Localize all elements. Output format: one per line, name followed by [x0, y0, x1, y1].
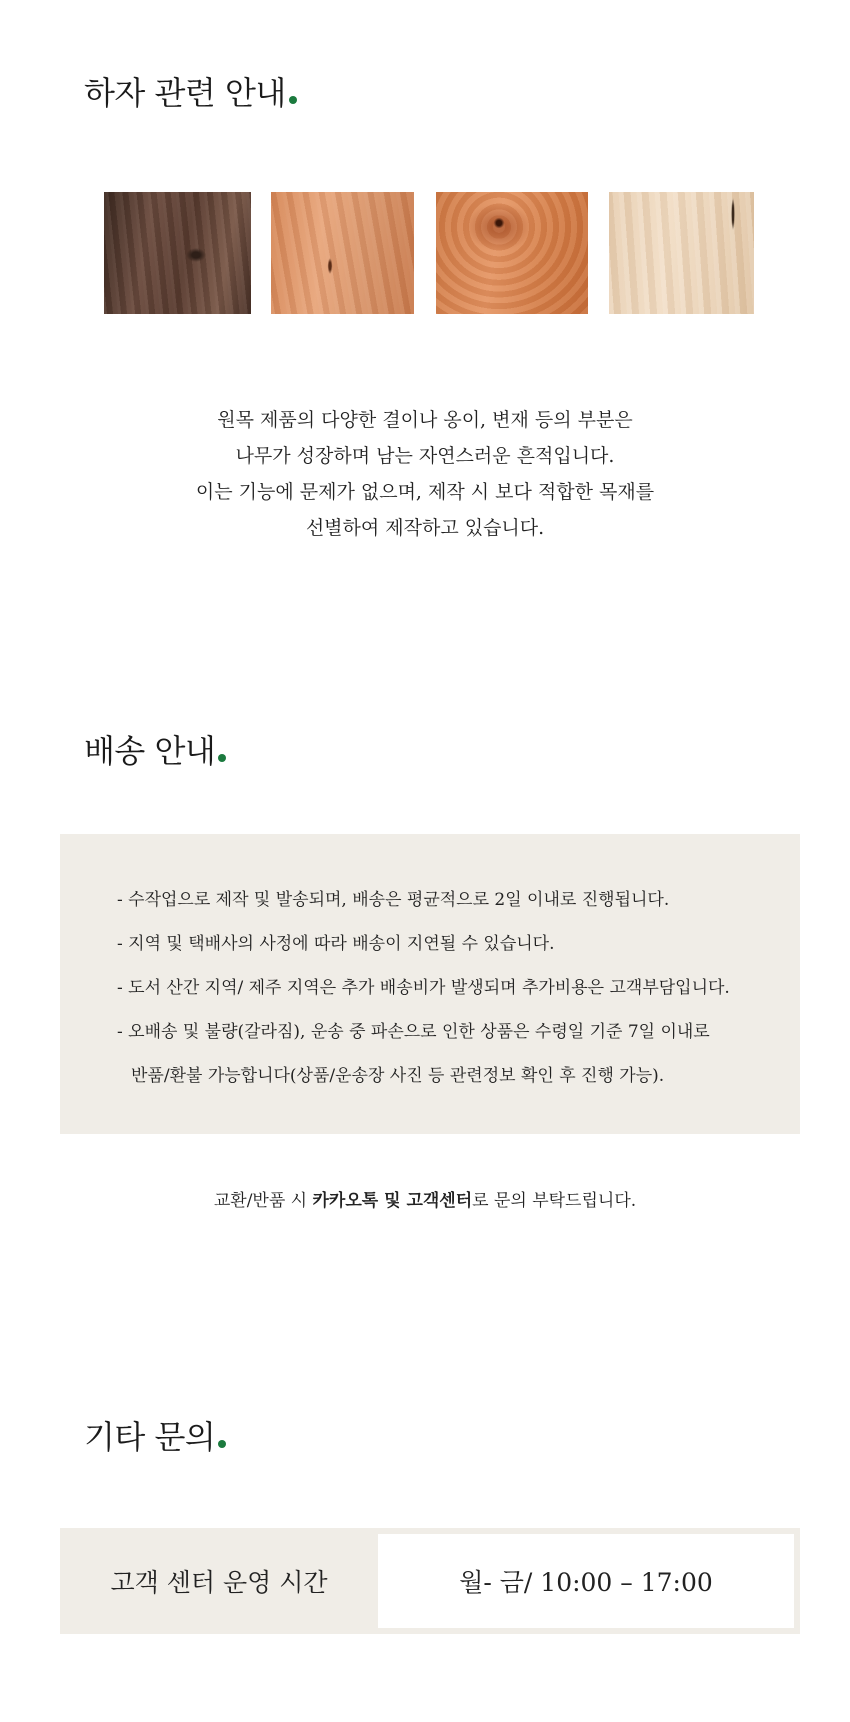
shipping-info-box — [60, 834, 800, 1134]
list-item: - 수작업으로 제작 및 발송되며, 배송은 평균적으로 2일 이내로 진행됩니다. — [117, 890, 670, 910]
defects-title-text: 하자 관련 안내 — [84, 74, 286, 112]
return-note-contact: 카카오톡 및 고객센터 — [312, 1191, 473, 1211]
shipping-list — [117, 878, 790, 1098]
return-note-prefix: 교환/반품 시 — [213, 1191, 313, 1211]
return-note-suffix: 로 문의 부탁드립니다. — [472, 1191, 637, 1211]
accent-dot — [218, 754, 226, 762]
other-title — [84, 1412, 226, 1458]
defects-line: 선별하여 제작하고 있습니다. — [305, 517, 545, 539]
defects-title — [84, 68, 297, 114]
accent-dot — [289, 96, 297, 104]
list-item: - 도서 산간 지역/ 제주 지역은 추가 배송비가 발생되며 추가비용은 고객부담입니다. — [117, 978, 730, 998]
wood-swatch-cherry — [271, 192, 414, 314]
return-note — [0, 1186, 850, 1211]
other-title-text: 기타 문의 — [84, 1418, 216, 1456]
hours-label: 고객 센터 운영 시간 — [110, 1568, 328, 1597]
list-item: 반품/환불 가능합니다(상품/운송장 사진 등 관련정보 확인 후 진행 가능). — [131, 1066, 665, 1086]
wood-swatches — [0, 192, 850, 314]
wood-swatch-maple — [609, 192, 754, 314]
hours-value: 월- 금/ 10:00 – 17:00 — [378, 1534, 794, 1628]
wood-swatch-walnut — [104, 192, 251, 314]
list-item: - 오배송 및 불량(갈라짐), 운송 중 파손으로 인한 상품은 수령일 기준 7일 이내로 — [117, 1022, 710, 1042]
hours-table — [60, 1528, 800, 1634]
defects-line: 나무가 성장하며 남는 자연스러운 흔적입니다. — [235, 445, 615, 467]
wood-swatch-knot — [436, 192, 588, 314]
defects-line: 이는 기능에 문제가 없으며, 제작 시 보다 적합한 목재를 — [195, 481, 655, 503]
shipping-title — [84, 726, 226, 772]
list-item: - 지역 및 택배사의 사정에 따라 배송이 지연될 수 있습니다. — [117, 934, 555, 954]
shipping-title-text: 배송 안내 — [84, 732, 216, 770]
defects-paragraph — [0, 402, 850, 546]
defects-line: 원목 제품의 다양한 결이나 옹이, 변재 등의 부분은 — [217, 409, 633, 431]
accent-dot — [218, 1440, 226, 1448]
